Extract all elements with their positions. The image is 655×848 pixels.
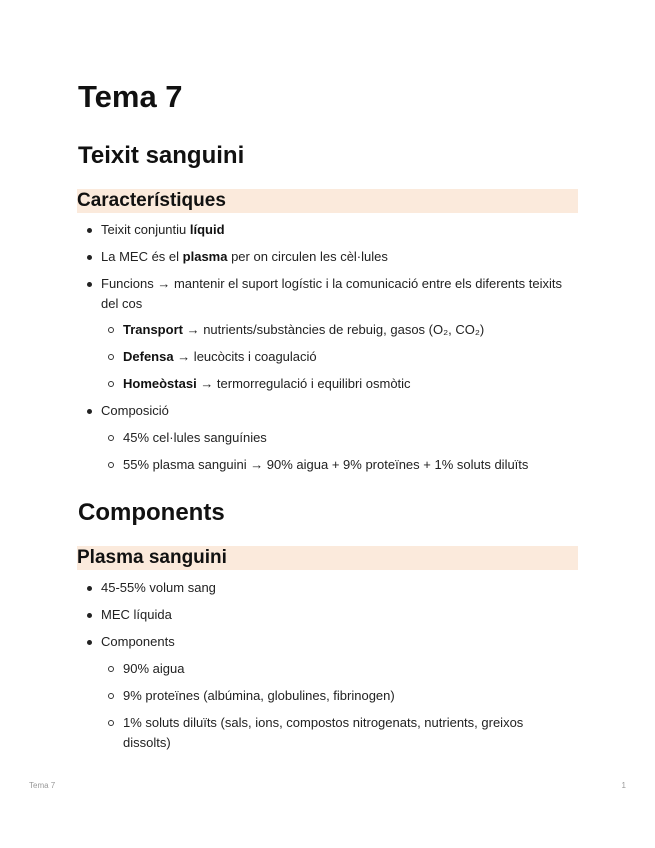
circle-bullet-icon bbox=[108, 381, 114, 387]
page-title: Tema 7 bbox=[78, 79, 183, 114]
circle-bullet-icon bbox=[108, 666, 114, 672]
section-heading-teixit-sanguini: Teixit sanguini bbox=[78, 142, 245, 169]
list-item: Composició bbox=[101, 401, 571, 421]
list-item: Transport → nutrients/substàncies de rebuig, gasos (O₂, CO₂) bbox=[123, 320, 573, 340]
circle-bullet-icon bbox=[108, 462, 114, 468]
list-item: 90% aigua bbox=[123, 659, 573, 679]
bullet-icon bbox=[87, 255, 92, 260]
bullet-icon bbox=[87, 640, 92, 645]
circle-bullet-icon bbox=[108, 720, 114, 726]
list-item: La MEC és el plasma per on circulen les cèl·lules bbox=[101, 247, 571, 267]
list-item: 45% cel·lules sanguínies bbox=[123, 428, 573, 448]
footer-title: Tema 7 bbox=[29, 781, 56, 790]
list-item: 9% proteïnes (albúmina, globulines, fibrinogen) bbox=[123, 686, 573, 706]
circle-bullet-icon bbox=[108, 354, 114, 360]
circle-bullet-icon bbox=[108, 435, 114, 441]
list-item: Defensa → leucòcits i coagulació bbox=[123, 347, 573, 367]
list-item: 45-55% volum sang bbox=[101, 578, 571, 598]
list-item: 55% plasma sanguini → 90% aigua + 9% proteïnes + 1% soluts diluïts bbox=[123, 455, 573, 475]
list-item: Teixit conjuntiu líquid bbox=[101, 220, 571, 240]
subheading-plasma-sanguini: Plasma sanguini bbox=[77, 546, 578, 570]
bullet-icon bbox=[87, 409, 92, 414]
subheading-caracteristiques: Característiques bbox=[77, 189, 578, 213]
circle-bullet-icon bbox=[108, 327, 114, 333]
circle-bullet-icon bbox=[108, 693, 114, 699]
section-heading-components: Components bbox=[78, 499, 225, 526]
bullet-icon bbox=[87, 586, 92, 591]
bullet-icon bbox=[87, 613, 92, 618]
bullet-icon bbox=[87, 228, 92, 233]
list-item: MEC líquida bbox=[101, 605, 571, 625]
list-item: Funcions → mantenir el suport logístic i la comunicació entre els diferents teixits del cos bbox=[101, 274, 571, 314]
page-number: 1 bbox=[621, 781, 626, 790]
list-item: Homeòstasi → termorregulació i equilibri osmòtic bbox=[123, 374, 573, 394]
list-item: 1% soluts diluïts (sals, ions, compostos nitrogenats, nutrients, greixos dissolts) bbox=[123, 713, 573, 753]
bullet-icon bbox=[87, 282, 92, 287]
list-item: Components bbox=[101, 632, 571, 652]
